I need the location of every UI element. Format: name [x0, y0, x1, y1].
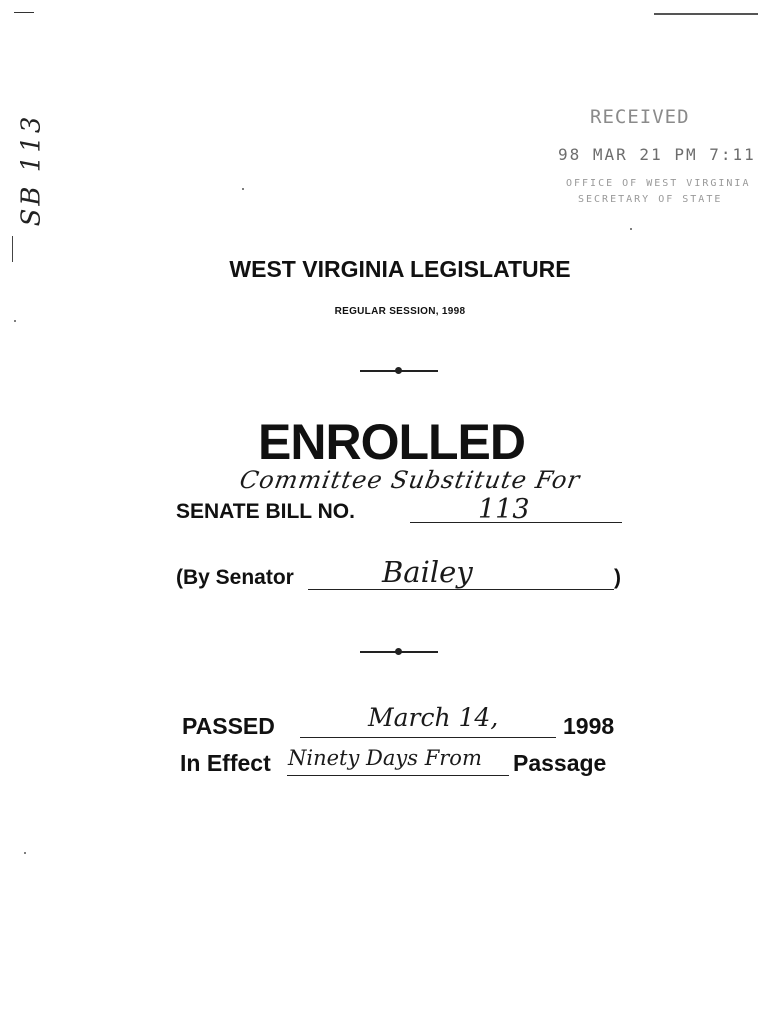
senator-name-handwritten: Bailey	[382, 555, 473, 589]
divider-ornament	[360, 651, 438, 653]
received-stamp-office: SECRETARY OF STATE	[578, 194, 723, 205]
passed-date-handwritten: March 14,	[368, 703, 499, 732]
enrolled-title: ENROLLED	[258, 414, 525, 470]
passed-label: PASSED	[182, 713, 275, 739]
scan-speck	[630, 228, 632, 230]
margin-note	[6, 113, 56, 227]
scan-speck	[242, 188, 244, 190]
bill-number-handwritten: 113	[478, 494, 530, 525]
scan-mark	[14, 12, 34, 13]
legislature-heading: WEST VIRGINIA LEGISLATURE	[229, 256, 571, 282]
received-stamp-office: OFFICE OF WEST VIRGINIA	[566, 178, 751, 189]
scan-speck	[14, 320, 16, 322]
received-stamp-date: 98 MAR 21 PM 7:11	[558, 145, 756, 164]
passed-date-line	[300, 737, 556, 738]
committee-substitute-handwritten: Committee Substitute For	[237, 466, 583, 494]
divider-ornament	[360, 370, 438, 372]
senate-bill-label: SENATE BILL NO.	[176, 500, 355, 523]
senator-label: (By Senator	[176, 566, 294, 589]
senator-line	[308, 589, 614, 590]
scan-speck	[24, 852, 26, 854]
scan-mark	[654, 13, 758, 15]
in-effect-handwritten: Ninety Days From	[288, 746, 482, 770]
received-stamp-title: RECEIVED	[590, 106, 690, 128]
margin-note-text: SB 113	[16, 113, 46, 227]
in-effect-line	[287, 775, 509, 776]
passage-label: Passage	[513, 750, 607, 776]
in-effect-label: In Effect	[180, 750, 271, 776]
session-subheading: REGULAR SESSION, 1998	[334, 306, 466, 317]
closing-parenthesis: )	[614, 566, 621, 589]
passed-year: 1998	[563, 713, 615, 739]
